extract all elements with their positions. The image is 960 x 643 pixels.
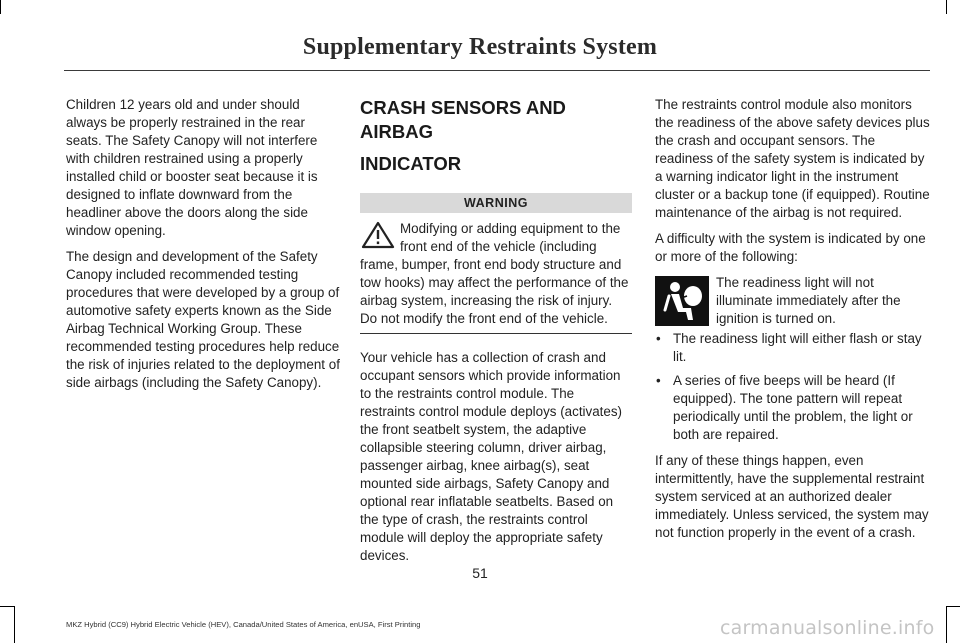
bullet: •: [656, 331, 661, 346]
section-heading-line2: INDICATOR: [360, 153, 462, 174]
footer-text: MKZ Hybrid (CC9) Hybrid Electric Vehicle (HEV), Canada/United States of America, enUSA, First Printing: [66, 620, 421, 629]
paragraph: A difficulty with the system is indicated by one or more of the following:: [655, 231, 926, 264]
paragraph: Children 12 years old and under should always be properly restrained in the rear seats. The Safety Canopy will not interfere with children restrained using a properly installed child or booster seat because it is designed to inflate downward from the headliner above the doors along the side window opening.: [66, 97, 318, 238]
page-number: 51: [472, 565, 488, 581]
bullet: •: [656, 373, 661, 388]
crop-mark-top-left: [0, 0, 1, 14]
list-item-text: A series of five beeps will be heard (If equipped). The tone pattern will repeat periodically until the problem, the light or both are repaired.: [673, 373, 913, 442]
crop-mark-bottom-left-h: [0, 606, 14, 607]
crop-mark-bottom-right: [946, 606, 947, 643]
airbag-indicator-block: [655, 274, 931, 330]
paragraph: The design and development of the Safety Canopy included recommended testing procedures that were developed by a group of automotive safety experts known as the Side Airbag Technical Working Group. These recommended testing procedures help reduce the risk of injuries related to the deployment of side airbags (including the Safety Canopy).: [66, 249, 340, 390]
warning-divider: [360, 333, 632, 334]
airbag-indicator-text: The readiness light will not illuminate immediately after the ignition is turned on.: [716, 275, 901, 326]
page-title: Supplementary Restraints System: [302, 34, 658, 60]
crop-mark-bottom-left: [14, 606, 15, 643]
symptom-list: [655, 330, 931, 444]
warning-text: Modifying or adding equipment to the front end of the vehicle (including frame, bumper, front end body structure and tow hooks) may affect the performance of the airbag system, increasing the risk of injury. Do not modify the front end of the vehicle.: [360, 221, 629, 326]
column-right: [655, 96, 931, 550]
airbag-indicator-icon: [655, 276, 709, 326]
warning-box: [360, 220, 632, 328]
column-left: [66, 96, 340, 400]
paragraph: If any of these things happen, even intermittently, have the supplemental restraint system serviced at an authorized dealer immediately. Unless serviced, the system may not function properly in the event of a crash.: [655, 453, 929, 540]
watermark: carmanualsonline.info: [720, 617, 935, 639]
paragraph: Your vehicle has a collection of crash and occupant sensors which provide information to the restraints control module. The restraints control module deploys (activates) the front seatbelt system, the adaptive collapsible steering column, driver airbag, passenger airbag, knee airbag(s), seat mounted side airbags, Safety Canopy and optional rear inflatable seatbelts. Based on the type of crash, the restraints control module will deploy the appropriate safety devices.: [360, 350, 622, 563]
column-middle: [360, 96, 632, 573]
warning-label: WARNING: [360, 193, 632, 213]
warning-triangle-icon: [360, 220, 396, 250]
list-item: [655, 330, 931, 366]
paragraph: The restraints control module also monitors the readiness of the above safety devices plus the crash and occupant sensors. The readiness of the safety system is indicated by a warning indicator light in the instrument cluster or a backup tone (if equipped). Routine maintenance of the airbag is not required.: [655, 97, 930, 220]
list-item-text: The readiness light will either flash or stay lit.: [673, 331, 922, 364]
section-heading-line1: CRASH SENSORS AND AIRBAG: [360, 97, 566, 142]
crop-mark-top-right: [946, 0, 947, 14]
list-item: [655, 372, 931, 444]
header-divider: [64, 70, 930, 71]
crop-mark-bottom-right-h: [946, 606, 960, 607]
